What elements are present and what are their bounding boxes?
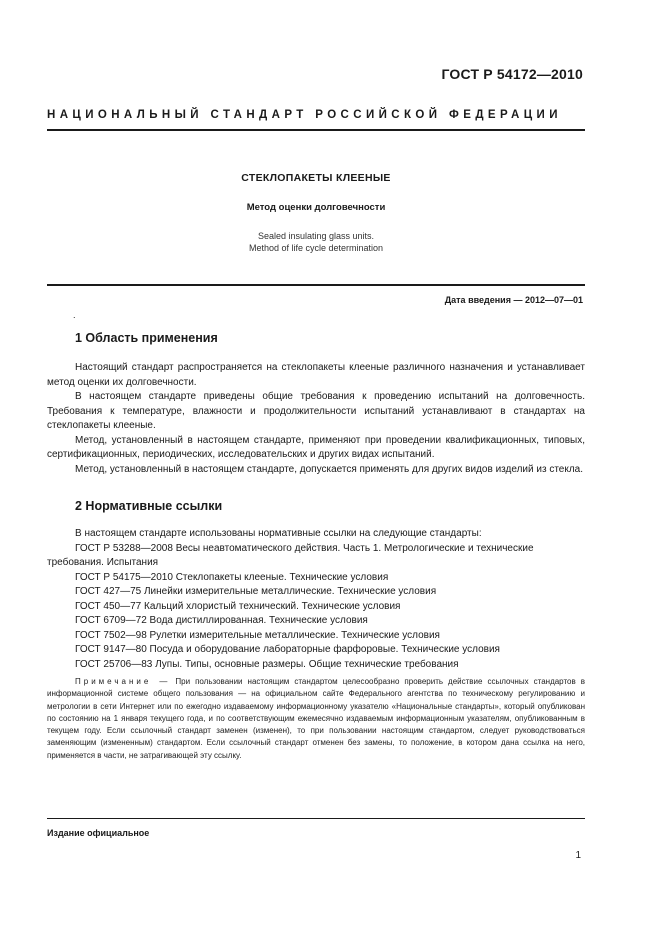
note-block bbox=[47, 676, 585, 762]
document-subtitle: Метод оценки долговечности bbox=[246, 202, 386, 213]
references-list bbox=[47, 527, 585, 672]
reference-item: ГОСТ 427—75 Линейки измерительные металлические. Технические условия bbox=[75, 586, 437, 597]
paragraph: Настоящий стандарт распространяется на стеклопакеты клееные различного назначения и устанавливает метод оценки их долговечности. bbox=[47, 362, 585, 388]
paragraph: Метод, установленный в настоящем стандарте, допускается применять для других видов изделий из стекла. bbox=[75, 463, 584, 475]
section-1-heading: 1 Область применения bbox=[75, 331, 218, 345]
title-rule bbox=[47, 284, 585, 286]
reference-item: ГОСТ 25706—83 Лупы. Типы, основные размеры. Общие технические требования bbox=[75, 658, 459, 670]
reference-item: ГОСТ 450—77 Кальций хлористый технический. Технические условия bbox=[75, 600, 401, 612]
section-1-body bbox=[47, 361, 585, 477]
english-title-line2: Method of life cycle determination bbox=[248, 243, 384, 253]
references-intro: В настоящем стандарте использованы нормативные ссылки на следующие стандарты: bbox=[75, 528, 482, 539]
note-prefix: Примечание — bbox=[75, 677, 171, 686]
reference-item: ГОСТ 9147—80 Посуда и оборудование лабораторные фарфоровые. Технические условия bbox=[75, 644, 500, 655]
english-title bbox=[47, 230, 585, 254]
english-title-line1: Sealed insulating glass units. bbox=[257, 231, 375, 241]
reference-item: ГОСТ 6709—72 Вода дистиллированная. Технические условия bbox=[75, 615, 368, 626]
paragraph: Метод, установленный в настоящем стандарте, применяют при проведении квалификационных, типовых, сертификационных, периодических, исследовательских и других видах испытаний. bbox=[47, 434, 585, 460]
footer-rule bbox=[47, 818, 585, 819]
introduction-date: Дата введения — 2012—07—01 bbox=[444, 295, 583, 305]
reference-item: ГОСТ Р 54175—2010 Стеклопакеты клееные. Технические условия bbox=[75, 571, 389, 583]
document-id: ГОСТ Р 54172—2010 bbox=[441, 66, 583, 82]
dot-mark: . bbox=[73, 310, 76, 320]
standard-banner: НАЦИОНАЛЬНЫЙ СТАНДАРТ РОССИЙСКОЙ ФЕДЕРАЦИИ bbox=[47, 109, 562, 121]
reference-item: ГОСТ Р 53288—2008 Весы неавтоматического действия. Часть 1. Метрологические и технические требования. Испытания bbox=[47, 542, 534, 568]
document-title: СТЕКЛОПАКЕТЫ КЛЕЕНЫЕ bbox=[241, 172, 391, 184]
section-2-heading: 2 Нормативные ссылки bbox=[75, 499, 223, 513]
note-text: При пользовании настоящим стандартом целесообразно проверить действие ссылочных стандартов в информационной системе общего пользования — на официальном сайте Федерального агентства по техническому регулированию и метрологии в сети Интернет или по ежегодно издаваемому информационному указателю «Национальные стандарты», который опубликован по состоянию на 1 января текущего года, и по соответствующим ежемесячно издаваемым информационным указателям, опубликованным в текущем году. Если ссылочный стандарт заменен (изменен), то при пользовании настоящим стандартом, следует руководствоваться заменяющим (измененным) стандартом. Если ссылочный стандарт отменен без замены, то положение, в котором дана ссылка на него, применяется в части, не затрагивающей эту ссылку. bbox=[47, 677, 586, 760]
paragraph: В настоящем стандарте приведены общие требования к проведению испытаний на долговечность. Требования к температуре, влажности и продолжительности испытаний устанавливают в стандартах на стеклопакеты клееные. bbox=[47, 391, 585, 431]
header-rule bbox=[47, 129, 585, 131]
reference-item: ГОСТ 7502—98 Рулетки измерительные металлические. Технические условия bbox=[75, 629, 440, 641]
edition-label: Издание официальное bbox=[47, 828, 150, 838]
page-number: 1 bbox=[575, 850, 581, 861]
